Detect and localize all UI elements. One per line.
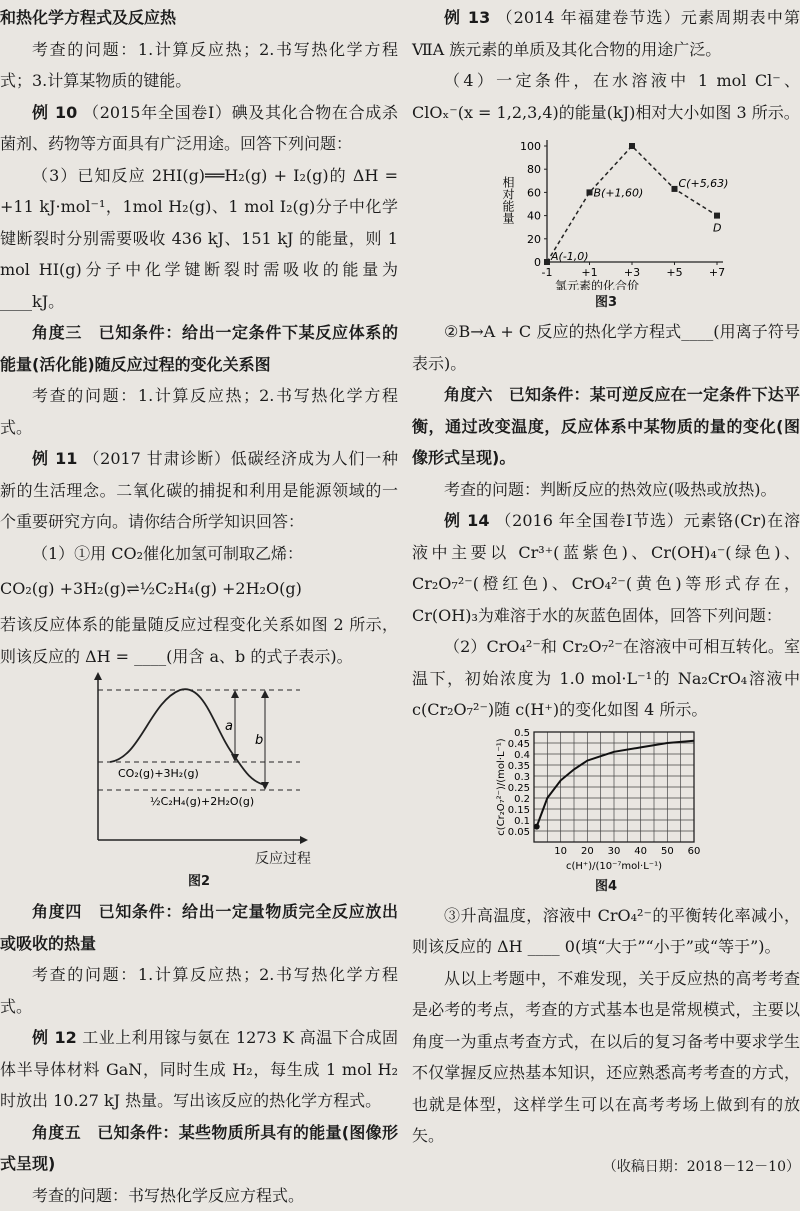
x-tick-label: +5 bbox=[666, 266, 682, 279]
arrow-b-head-up bbox=[261, 690, 269, 698]
example-12-text: 工业上利用镓与氨在 1273 K 高温下合成固体半导体材料 GaN，同时生成 H₂，每生成 1 mol H₂时放出 10.27 kJ 热量。写出该反应的热化学方程式。 bbox=[0, 1028, 398, 1110]
figure-2-caption: 图2 bbox=[0, 868, 398, 896]
right-column bbox=[412, 0, 800, 1183]
relative-energy-chart bbox=[412, 128, 800, 290]
y-tick-label: 0.35 bbox=[508, 761, 530, 772]
example-10-q3: （3）已知反应 2HI(g)══H₂(g) + I₂(g)的 ΔH = +11 kJ·mol⁻¹，1mol H₂(g)、1 mol I₂(g)分子中化学键断裂时分别需要吸收 436 kJ、151 kJ 的能量，则 1 mol HI(g)分子中化学键断裂时需吸收的能量为____kJ。 bbox=[0, 160, 398, 318]
example-12-label: 例 12 bbox=[32, 1028, 77, 1047]
start-point bbox=[534, 823, 540, 829]
heading-top: 和热化学方程式及反应热 bbox=[0, 2, 398, 34]
example-13-text: （2014 年福建卷节选）元素周期表中第ⅦA 族元素的单质及其化合物的用途广泛。 bbox=[412, 8, 800, 59]
example-14-q2: （2）CrO₄²⁻和 Cr₂O₇²⁻在溶液中可相互转化。室温下，初始浓度为 1.0 mol·L⁻¹的 Na₂CrO₄溶液中 c(Cr₂O₇²⁻)随 c(H⁺)的变化如图 4 所示。 bbox=[412, 631, 800, 726]
data-point bbox=[672, 186, 678, 192]
energy-series-line bbox=[547, 146, 717, 262]
y-tick-label: 0.5 bbox=[514, 728, 530, 739]
y-axis-label: 相对能量 bbox=[501, 175, 515, 224]
example-14-text: （2016 年全国卷Ⅰ节选）元素铬(Cr)在溶液中主要以 Cr³⁺(蓝紫色)、Cr(OH)₄⁻(绿色)、Cr₂O₇²⁻(橙红色)、CrO₄²⁻(黄色)等形式存在，Cr(OH)₃为难溶于水的灰蓝色固体，回答下列问题： bbox=[412, 511, 800, 625]
point-label: C(+5,63) bbox=[679, 177, 729, 190]
x-tick-label: 50 bbox=[661, 846, 674, 857]
paragraph-1: 考查的问题：1.计算反应热；2.书写热化学方程式；3.计算某物质的键能。 bbox=[0, 34, 398, 97]
y-tick-label: 0 bbox=[534, 256, 541, 269]
y-tick-label: 40 bbox=[527, 210, 541, 223]
point-label: A(-1,0) bbox=[550, 250, 589, 263]
example-11 bbox=[0, 443, 398, 538]
example-10-label: 例 10 bbox=[32, 103, 77, 122]
y-tick-label: 20 bbox=[527, 233, 541, 246]
left-column bbox=[0, 0, 398, 1211]
x-tick-label: 40 bbox=[634, 846, 647, 857]
x-axis-arrow bbox=[300, 836, 308, 844]
example-11-equation: CO₂(g) +3H₂(g)⇌½C₂H₄(g) +2H₂O(g) bbox=[0, 569, 398, 609]
received-date: （收稿日期：2018－12－10） bbox=[412, 1152, 800, 1184]
x-tick-label: 10 bbox=[554, 846, 567, 857]
example-14-q3: ③升高温度，溶液中 CrO₄²⁻的平衡转化率减小，则该反应的 ΔH ____ 0(填“大于”“小于”或“等于”)。 bbox=[412, 900, 800, 963]
label-a: a bbox=[225, 719, 233, 734]
y-tick-label: 0.25 bbox=[508, 783, 530, 794]
arrow-a-head-up bbox=[231, 690, 239, 698]
example-11-label: 例 11 bbox=[32, 449, 77, 468]
y-tick-label: 60 bbox=[527, 186, 541, 199]
example-13-q4b: ②B→A + C 反应的热化学方程式____(用离子符号表示)。 bbox=[412, 316, 800, 379]
summary-paragraph: 从以上考题中，不难发现，关于反应热的高考考查是必考的考点，考查的方式基本也是常规模式，主要以角度一为重点考查方式，在以后的复习备考中要求学生不仅掌握反应热基本知识，还应熟悉高考考查的方式，也就是体型，这样学生可以在高考考场上做到有的放矢。 bbox=[412, 963, 800, 1152]
data-point bbox=[544, 259, 550, 265]
angle-5-heading: 角度五 已知条件：某些物质所具有的能量(图像形式呈现) bbox=[0, 1117, 398, 1180]
y-axis-label: c(Cr₂O₇²⁻)/(mol·L⁻¹) bbox=[496, 738, 507, 836]
y-tick-label: 80 bbox=[527, 163, 541, 176]
fig2-xlabel-row bbox=[0, 852, 398, 868]
y-axis-arrow bbox=[94, 672, 102, 680]
paragraph-4: 考查的问题：书写热化学反应方程式。 bbox=[0, 1180, 398, 1211]
example-10-text: （2015年全国卷Ⅰ）碘及其化合物在合成杀菌剂、药物等方面具有广泛用途。回答下列问题： bbox=[0, 103, 398, 154]
product-label: ½C₂H₄(g)+2H₂O(g) bbox=[150, 795, 254, 808]
x-tick-label: 60 bbox=[688, 846, 701, 857]
figure-3 bbox=[412, 128, 800, 290]
energy-profile-diagram bbox=[0, 672, 398, 852]
data-point bbox=[714, 213, 720, 219]
figure-4-caption: 图4 bbox=[412, 874, 800, 900]
x-tick-label: +1 bbox=[581, 266, 597, 279]
x-tick-label: +7 bbox=[709, 266, 725, 279]
y-tick-label: 0.4 bbox=[514, 750, 530, 761]
y-tick-label: 0.3 bbox=[514, 772, 530, 783]
figure-3-caption: 图3 bbox=[412, 290, 800, 316]
y-tick-label: 0.45 bbox=[508, 739, 530, 750]
y-tick-label: 0.1 bbox=[514, 816, 530, 827]
example-11-q1b: 若该反应体系的能量随反应过程变化关系如图 2 所示，则该反应的 ΔH = ____(用含 a、b 的式子表示)。 bbox=[0, 609, 398, 672]
angle-3-heading: 角度三 已知条件：给出一定条件下某反应体系的能量(活化能)随反应过程的变化关系图 bbox=[0, 317, 398, 380]
point-label: B(+1,60) bbox=[594, 186, 644, 199]
label-b: b bbox=[255, 733, 263, 748]
y-tick-label: 0.15 bbox=[508, 805, 530, 816]
point-label: D bbox=[713, 222, 721, 235]
x-axis-label: 氯元素的化合价 bbox=[555, 278, 639, 290]
y-tick-label: 0.05 bbox=[508, 827, 530, 838]
x-tick-label: -1 bbox=[542, 266, 553, 279]
example-13-q4: （4）一定条件，在水溶液中 1 mol Cl⁻、ClOₓ⁻(x = 1,2,3,4)的能量(kJ)相对大小如图 3 所示。 bbox=[412, 65, 800, 128]
figure-4 bbox=[412, 726, 800, 874]
example-10 bbox=[0, 97, 398, 160]
paragraph-5: 考查的问题：判断反应的热效应(吸热或放热)。 bbox=[412, 474, 800, 506]
arrow-b-head-down bbox=[261, 782, 269, 790]
example-14 bbox=[412, 505, 800, 631]
example-13-label: 例 13 bbox=[444, 8, 490, 27]
example-11-text: （2017 甘肃诊断）低碳经济成为人们一种新的生活理念。二氧化碳的捕捉和利用是能源领域的一个重要研究方向。请你结合所学知识回答： bbox=[0, 449, 398, 531]
angle-6-heading: 角度六 已知条件：某可逆反应在一定条件下达平衡，通过改变温度，反应体系中某物质的量的变化(图像形式呈现)。 bbox=[412, 379, 800, 474]
paragraph-3: 考查的问题：1.计算反应热；2.书写热化学方程式。 bbox=[0, 959, 398, 1022]
example-14-label: 例 14 bbox=[444, 511, 489, 530]
data-point bbox=[587, 189, 593, 195]
figure-2 bbox=[0, 672, 398, 852]
concentration-chart bbox=[412, 726, 800, 874]
reactant-label: CO₂(g)+3H₂(g) bbox=[118, 767, 199, 780]
fig2-xlabel: 反应过程 bbox=[255, 844, 311, 876]
data-point bbox=[629, 143, 635, 149]
y-tick-label: 100 bbox=[520, 140, 541, 153]
example-11-q1: （1）①用 CO₂催化加氢可制取乙烯： bbox=[0, 538, 398, 570]
example-12 bbox=[0, 1022, 398, 1117]
angle-4-heading: 角度四 已知条件：给出一定量物质完全反应放出或吸收的热量 bbox=[0, 896, 398, 959]
x-axis-label: c(H⁺)/(10⁻⁷mol·L⁻¹) bbox=[566, 861, 662, 872]
paragraph-2: 考查的问题：1.计算反应热；2.书写热化学方程式。 bbox=[0, 380, 398, 443]
example-13 bbox=[412, 2, 800, 65]
x-tick-label: +3 bbox=[624, 266, 640, 279]
x-tick-label: 30 bbox=[608, 846, 621, 857]
x-tick-label: 20 bbox=[581, 846, 594, 857]
y-tick-label: 0.2 bbox=[514, 794, 530, 805]
